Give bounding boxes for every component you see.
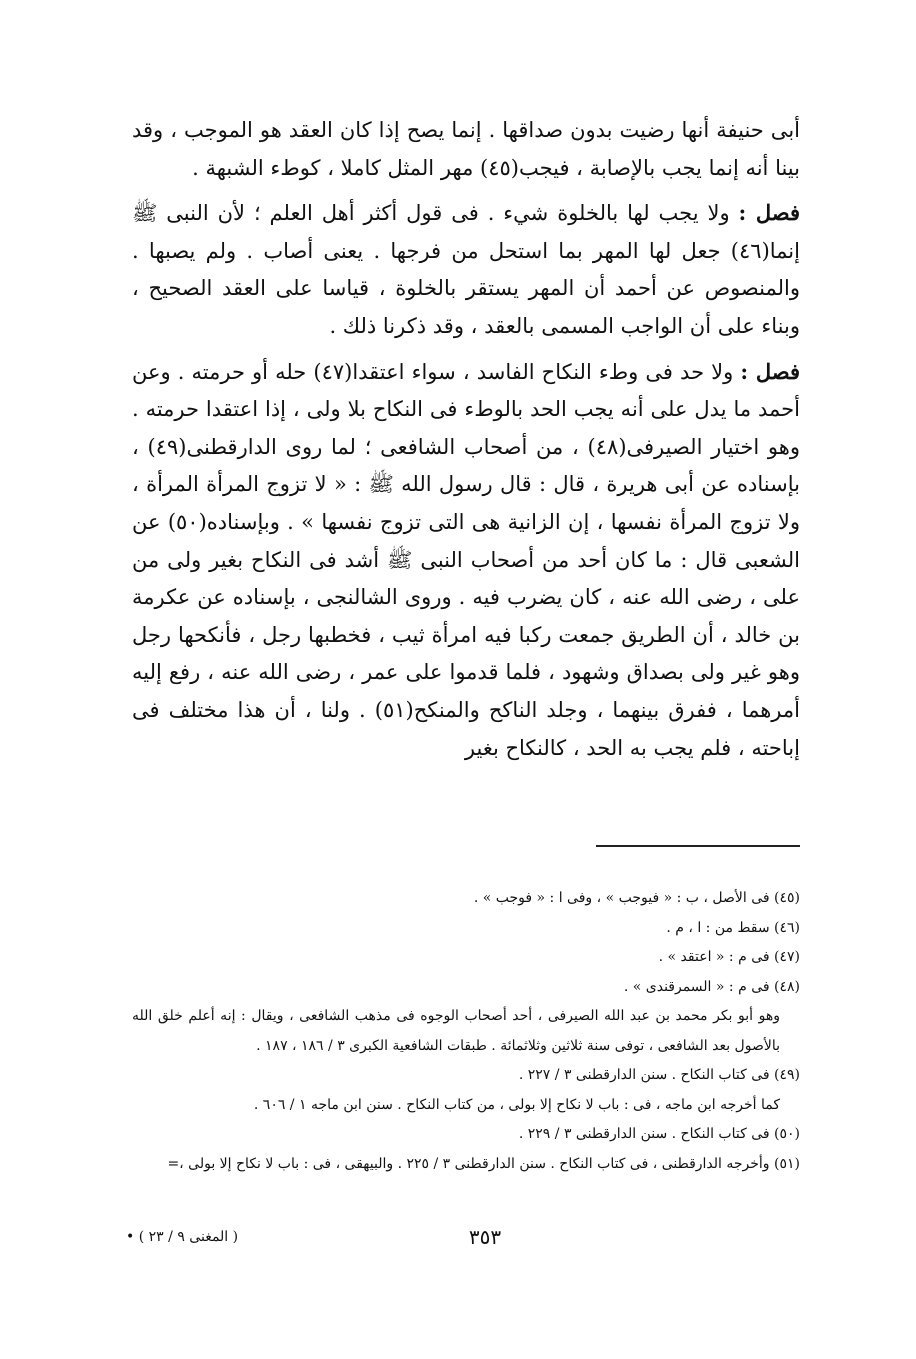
footnote-45: (٤٥) فى الأصل ، ب : « فيوجب » ، وفى ا : « فوجب » . <box>473 890 800 906</box>
paragraph-3-text: ولا حد فى وطء النكاح الفاسد ، سواء اعتقدا(٤٧) حله أو حرمته . وعن أحمد ما يدل على أنه يجب الحد بالوطء فى النكاح بلا ولى ، إذا اعتقدا حرمته . وهو اختيار الصيرفى(٤٨) ، من أصحاب الشافعى ؛ لما روى الدارقطنى(٤٩) ، بإسناده عن أبى هريرة ، قال : قال رسول الله ﷺ : « لا تزوج المرأة المرأة ، ولا تزوج المرأة نفسها ، إن الزانية هى التى تزوج نفسها » . وبإسناده(٥٠) عن الشعبى قال : ما كان أحد من أصحاب النبى ﷺ أشد فى النكاح بغير ولى من على ، رضى الله عنه ، كان يضرب فيه . وروى الشالنجى ، بإسناده عن عكرمة بن خالد ، أن الطريق جمعت ركبا فيه امرأة ثيب ، فخطبها رجل ، فأنكحها رجل وهو غير ولى بصداق وشهود ، فلما قدموا على عمر ، رضى الله عنه ، رفع إليه أمرهما ، ففرق بينهما ، وجلد الناكح والمنكح(٥١) . ولنا ، أن هذا مختلف فى إباحته ، فلم يجب به الحد ، كالنكاح بغير <box>132 359 800 760</box>
footnotes <box>132 884 800 1179</box>
footnote-48: (٤٨) فى م : « السمرقندى » . <box>623 978 800 995</box>
footnote-49-continued: كما أخرجه ابن ماجه ، فى : باب لا نكاح إلا بولى ، من كتاب النكاح . سنن ابن ماجه ١ / ٦٠٦ . <box>253 1096 780 1113</box>
section-heading-fasl: فصل : <box>738 200 800 226</box>
signature-text: ( المغنى ٩ / ٢٣ ) <box>138 1229 239 1245</box>
signature-mark <box>126 1229 238 1245</box>
page-footer <box>0 1225 916 1255</box>
page-number: ٣٥٣ <box>468 1225 502 1249</box>
paragraph-3 <box>132 353 800 768</box>
section-heading-fasl: فصل : <box>740 358 800 384</box>
paragraph-2-text: ولا يجب لها بالخلوة شيء . فى قول أكثر أهل العلم ؛ لأن النبى ﷺ إنما(٤٦) جعل لها المهر بما استحل من فرجها . يعنى أصاب . ولم يصبها . والمنصوص عن أحمد أن المهر يستقر بالخلوة ، قياسا على العقد الصحيح ، وبناء على أن الواجب المسمى بالعقد ، وقد ذكرنا ذلك . <box>132 201 800 338</box>
footnote-divider <box>596 845 800 847</box>
paragraph-1: أبى حنيفة أنها رضيت بدون صداقها . إنما يصح إذا كان العقد هو الموجب ، وقد بينا أنه إنما يجب بالإصابة ، فيجب(٤٥) مهر المثل كاملا ، كوطء الشبهة . <box>132 118 800 180</box>
signature-dot: • <box>126 1229 135 1245</box>
footnote-47: (٤٧) فى م : « اعتقد » . <box>658 949 800 965</box>
footnote-50: (٥٠) فى كتاب النكاح . سنن الدارقطنى ٣ / ٢٢٩ . <box>518 1126 800 1142</box>
paragraph-2 <box>132 194 800 345</box>
footnote-46: (٤٦) سقط من : ا ، م . <box>666 919 800 936</box>
main-text <box>132 112 800 767</box>
footnote-49: (٤٩) فى كتاب النكاح . سنن الدارقطنى ٣ / ٢٢٧ . <box>518 1067 800 1083</box>
footnote-51: (٥١) وأخرجه الدارقطنى ، فى كتاب النكاح . سنن الدارقطنى ٣ / ٢٢٥ . والبيهقى ، فى : باب لا نكاح إلا بولى ،= <box>167 1155 800 1172</box>
footnote-48-continued: وهو أبو بكر محمد بن عبد الله الصيرفى ، أحد أصحاب الوجوه فى مذهب الشافعى ، ويقال : إنه أعلم خلق الله بالأصول بعد الشافعى ، توفى سنة ثلاثين وثلاثمائة . طبقات الشافعية الكبرى ٣ / ١٨٦ ، ١٨٧ . <box>132 1008 780 1054</box>
